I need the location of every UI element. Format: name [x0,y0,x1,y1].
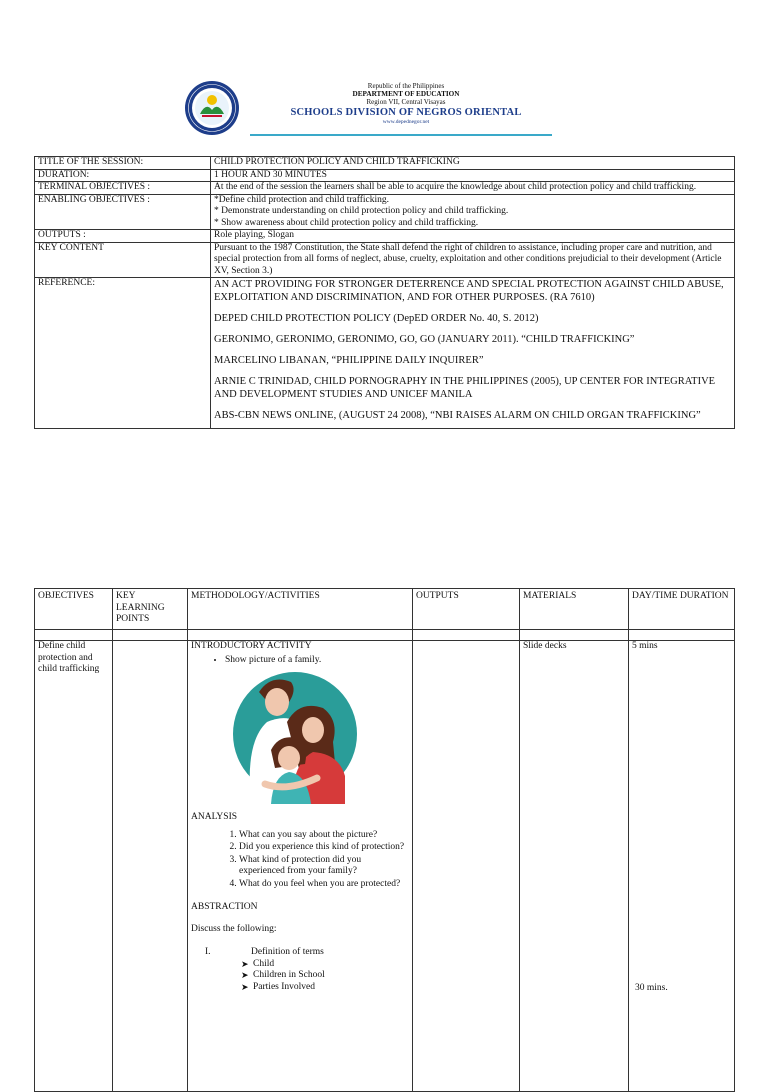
table-row [35,194,735,230]
session-info-table [34,156,735,429]
empty-cell [113,630,188,641]
empty-cell [413,630,520,641]
list-item [191,970,409,982]
discuss-label: Discuss the following: [191,923,277,934]
analysis-title: ANALYSIS [191,812,238,822]
lesson-plan-table [34,588,735,1092]
duration-value: 1 HOUR AND 30 MINUTES [211,169,735,182]
objective-cell: Define child protection and child trafficking [35,641,113,1092]
region-line: Region VII, Central Visayas [366,98,446,107]
list-item [191,982,409,994]
duration-abstraction: 30 mins. [635,983,668,993]
reference-label: REFERENCE: [35,278,211,429]
arrow-bullet-icon: ➤ [241,970,249,980]
term-label: Parties Involved [253,981,316,992]
list-item: 1. What can you say about the picture? [239,830,409,842]
enabling-objectives-label: ENABLING OBJECTIVES : [35,194,211,230]
materials-cell: Slide decks [520,641,629,1092]
intro-activity-title: INTRODUCTORY ACTIVITY [191,641,312,651]
abstraction-title: ABSTRACTION [191,902,258,912]
empty-cell [188,630,413,641]
intro-bullet: • Show picture of a family. [225,655,409,667]
division-name: SCHOOLS DIVISION OF NEGROS ORIENTAL [290,107,522,119]
header-key-learning-points: KEY LEARNING POINTS [113,589,188,630]
duration-label: DURATION: [35,169,211,182]
table-row [35,230,735,243]
header-objectives: OBJECTIVES [35,589,113,630]
list-item [191,947,409,959]
session-title-value: CHILD PROTECTION POLICY AND CHILD TRAFFICKING [211,157,735,170]
intro-list [191,655,409,667]
empty-cell [35,630,113,641]
terms-title: Definition of terms [251,947,324,957]
empty-cell [520,630,629,641]
table-row [35,278,735,429]
reference-item: GERONIMO, GERONIMO, GERONIMO, GO, GO (JANUARY 2011). “CHILD TRAFFICKING” [214,334,635,345]
arrow-bullet-icon: ➤ [241,981,249,992]
list-item [191,959,409,971]
terminal-objectives-label: TERMINAL OBJECTIVES : [35,182,211,195]
roman-numeral: I. [205,947,211,957]
header-outputs: OUTPUTS [413,589,520,630]
empty-cell [629,630,735,641]
header-methodology: METHODOLOGY/ACTIVITIES [188,589,413,630]
family-illustration [221,672,367,804]
terminal-objectives-value: At the end of the session the learners shall be able to acquire the knowledge about child protection policy and child trafficking. [211,182,735,195]
enabling-objective-3: * Show awareness about child protection policy and child trafficking. [214,217,479,228]
republic-line: Republic of the Philippines [367,82,445,90]
term-label: Children in School [253,970,325,980]
reference-item: DEPED CHILD PROTECTION POLICY (DepED ORDER No. 40, S. 2012) [214,313,539,324]
outputs-value: Role playing, Slogan [211,230,735,243]
terms-list [191,947,409,959]
deped-seal-icon [184,80,240,136]
list-item: 4. What do you feel when you are protected? [239,879,409,891]
table-row [35,169,735,182]
enabling-objective-1: *Define child protection and child trafficking. [214,194,389,205]
reference-item: AN ACT PROVIDING FOR STRONGER DETERRENCE AND SPECIAL PROTECTION AGAINST CHILD ABUSE, EXPLOITATION AND DISCRIMINATION, AND FOR OTHER PURPOSES. (RA 7610) [214,279,724,303]
table-row [35,157,735,170]
term-label: Child [253,958,275,969]
outputs-label: OUTPUTS : [35,230,211,243]
division-url[interactable]: www.depednegor.net [382,119,430,126]
letterhead [120,72,580,138]
reference-list [211,278,735,429]
enabling-objectives-value [211,194,735,230]
header-duration: DAY/TIME DURATION [629,589,735,630]
table-row [35,242,735,278]
arrow-bullet-icon: ➤ [241,958,249,969]
duration-intro: 5 mins [632,641,658,651]
term-items [191,959,409,994]
key-content-value: Pursuant to the 1987 Constitution, the State shall defend the right of children to assistance, including proper care and nutrition, and special protection from all forms of neglect, abuse, cruelty, exploitation and other conditions prejudicial to their development (Article XV, Section 3.) [211,242,735,278]
header-materials: MATERIALS [520,589,629,630]
letterhead-text [248,82,564,126]
reference-item: ARNIE C TRINIDAD, CHILD PORNOGRAPHY IN THE PHILIPPINES (2005), UP CENTER FOR INTEGRATIVE AND DEVELOPMENT STUDIES AND UNICEF MANILA [214,376,716,400]
table-row [35,182,735,195]
list-item: 3. What kind of protection did you experienced from your family? [239,855,409,878]
analysis-questions [191,830,409,891]
reference-item: ABS-CBN NEWS ONLINE, (AUGUST 24 2008), “NBI RAISES ALARM ON CHILD ORGAN TRAFFICKING” [214,410,701,421]
list-item: 2. Did you experience this kind of protection? [239,842,409,854]
session-title-label: TITLE OF THE SESSION: [35,157,211,170]
table-header-row [35,589,735,630]
table-row [35,630,735,641]
key-content-label: KEY CONTENT [35,242,211,278]
reference-item: MARCELINO LIBANAN, “PHILIPPINE DAILY INQUIRER” [214,355,484,366]
department-line: DEPARTMENT OF EDUCATION [352,90,460,99]
enabling-objective-2: * Demonstrate understanding on child protection policy and child trafficking. [214,206,509,216]
header-divider [250,134,552,136]
